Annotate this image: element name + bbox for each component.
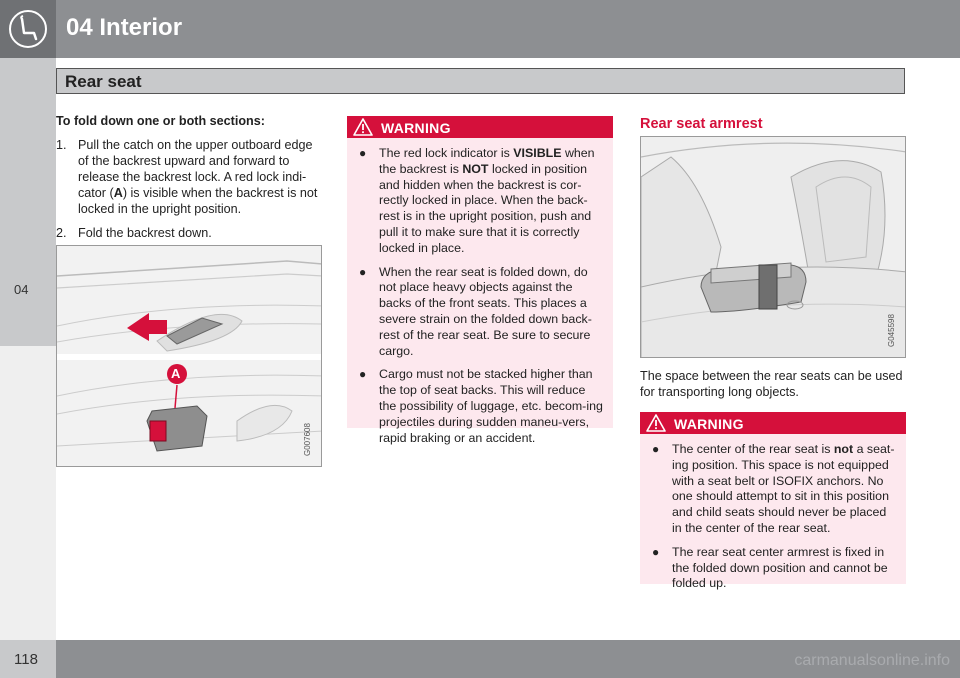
warning-body [640,434,906,600]
armrest-description: The space between the rear seats can be used for transporting long objects. [640,369,903,399]
warning-box-fold [347,116,613,445]
warning-text: The red lock indicator is [379,146,514,160]
armrest-drawing [641,137,906,358]
warning-header [347,116,613,138]
indicator-label-a: A [171,366,181,381]
fold-subhead: To fold down one or both sections: [56,114,265,128]
warning-triangle-icon [353,118,373,136]
warning-item [357,367,605,446]
warning-header [640,412,906,434]
bullet-icon: ● [652,544,660,559]
chapter-icon-box [0,0,56,58]
step-item [56,225,322,241]
warning-text: Cargo must not be stacked higher than the top of seat backs. This will reduce the possibility of luggage, etc. becom-ing projectiles during sudden maneu-vers, rapid braking or an accident. [379,367,603,445]
warning-box-armrest [640,412,906,591]
step-text: Fold the backrest down. [78,226,212,240]
warning-body [347,138,613,454]
chapter-title: 04 Interior [66,14,183,41]
bullet-icon: ● [359,146,367,160]
warning-text: When the rear seat is folded down, do not place heavy objects against the backs of the front seats. This places a severe strain on the folded down back-rest of the rear seat. Be sure to secure cargo. [379,264,592,358]
warning-text: The rear seat center armrest is fixed in the folded down position and cannot be folded up. [672,544,888,591]
illustration-code: G045598 [887,314,896,347]
page-number-box [0,640,56,678]
warning-item [650,545,898,592]
step-text: Pull the catch on the upper outboard edge of the backrest upward and forward to release the backrest lock. A red lock indi-cator ( [78,138,313,200]
warning-bold: VISIBLE [513,146,562,160]
side-strip [0,346,56,640]
backrest-catch-illustration [56,245,322,467]
step-item [56,137,322,217]
warning-list [650,442,898,592]
seat-icon [8,9,48,49]
armrest-heading: Rear seat armrest [640,116,763,132]
warning-text: a seat-ing position. This space is not equipped with a seat belt or ISOFIX anchors. No one should attempt to sit in this position and child seats should never be placed in the center of the rear seat. [672,442,895,535]
warning-text: locked in position and hidden when the backrest is cor-rectly locked in place. When the back-rest is in the upright position, push and pull it to make sure that it is correctly locked in place. [379,161,592,255]
step-number: 2. [56,226,67,240]
warning-triangle-icon [646,414,666,432]
step-text: ) is visible when the backrest is not locked in the upright position. [78,186,318,216]
armrest-illustration [640,136,906,358]
warning-title: WARNING [674,416,744,432]
warning-title: WARNING [381,120,451,136]
illustration-code: G007608 [303,423,312,456]
page-footer [0,640,960,678]
step-bold: A [113,186,123,200]
chapter-header [0,0,960,58]
backrest-catch-drawing [57,246,322,467]
step-number: 1. [56,138,67,152]
watermark: carmanualsonline.info [794,652,950,669]
bullet-icon: ● [652,442,660,456]
bullet-icon: ● [359,264,367,279]
warning-text: when the backrest is [379,146,595,176]
warning-text: The center of the rear seat is [672,442,834,456]
bullet-icon: ● [359,367,367,382]
chapter-side-tab[interactable] [0,58,56,346]
fold-instructions [56,114,322,249]
warning-item [357,146,605,257]
warning-item [357,265,605,360]
warning-item [650,442,898,537]
warning-list [357,146,605,446]
warning-bold: NOT [462,161,489,176]
side-tab-label: 04 [14,282,29,297]
warning-bold: not [833,442,854,456]
section-title: Rear seat [65,72,142,91]
fold-steps [56,137,322,241]
section-bar [56,68,905,94]
page-number: 118 [14,651,38,668]
